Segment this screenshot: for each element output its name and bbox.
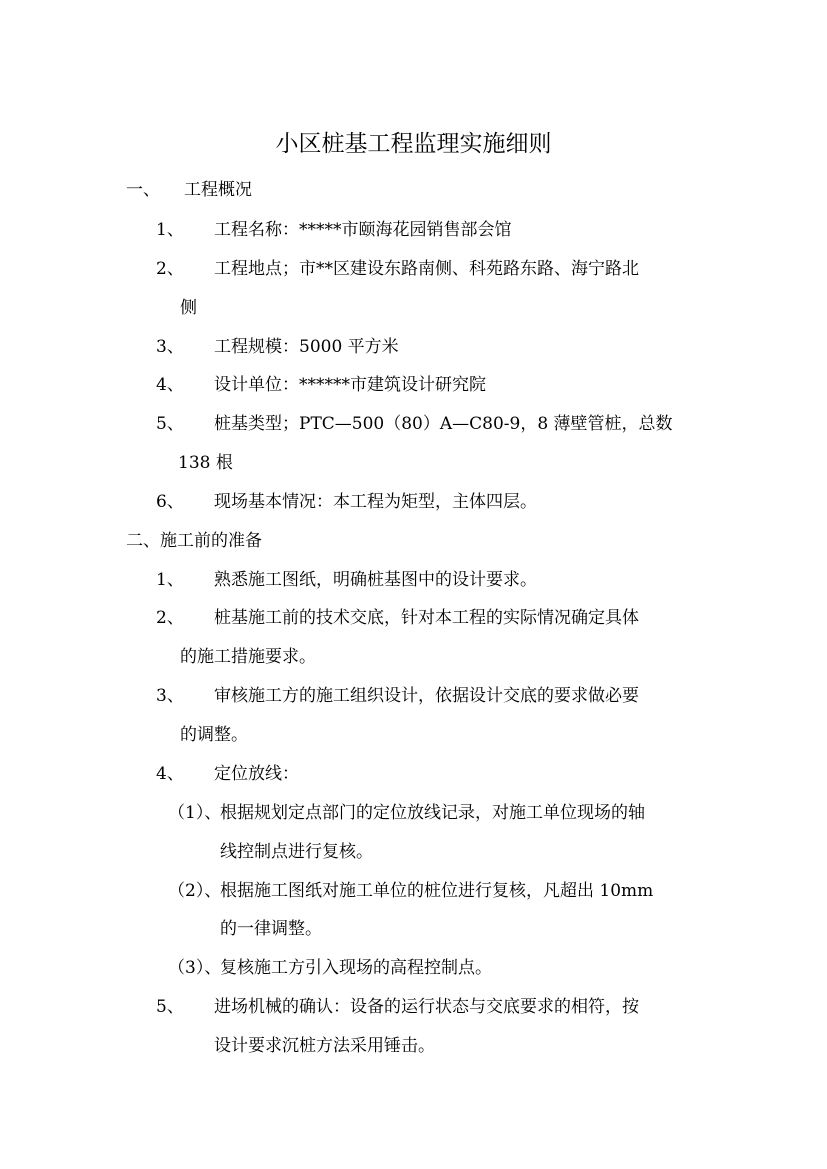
item-text: 工程地点；市**区建设东路南侧、科苑路东路、海宁路北 bbox=[214, 259, 639, 279]
item-number: 1、 bbox=[156, 570, 184, 590]
item-text: 工程名称：*****市颐海花园销售部会馆 bbox=[214, 220, 512, 240]
item-number: 4、 bbox=[156, 375, 184, 395]
item-text: 桩基类型；PTC—500（80）A—C80-9，8 薄壁管桩，总数 bbox=[214, 414, 673, 434]
subitem-text: 根据施工图纸对施工单位的桩位进行复核，凡超出 10mm bbox=[220, 881, 654, 901]
section-title: 工程概况 bbox=[184, 180, 252, 200]
item-text: 审核施工方的施工组织设计，依据设计交底的要求做必要 bbox=[214, 686, 639, 706]
subitem-number: （2）、 bbox=[168, 881, 222, 901]
item-text: 设计单位：******市建筑设计研究院 bbox=[214, 375, 486, 395]
subitem-text: 复核施工方引入现场的高程控制点。 bbox=[220, 958, 492, 978]
item-number: 5、 bbox=[156, 414, 184, 434]
item-number: 6、 bbox=[156, 492, 184, 512]
item-text: 工程规模：5000 平方米 bbox=[214, 337, 399, 357]
item-text: 定位放线： bbox=[214, 764, 299, 784]
item-number: 3、 bbox=[156, 337, 184, 357]
item-text-continuation: 138 根 bbox=[178, 453, 233, 473]
subitem-number: （1）、 bbox=[168, 803, 222, 823]
item-number: 2、 bbox=[156, 259, 184, 279]
item-number: 4、 bbox=[156, 764, 184, 784]
item-text-continuation: 设计要求沉桩方法采用锤击。 bbox=[214, 1036, 435, 1056]
item-number: 5、 bbox=[156, 997, 184, 1017]
item-text-continuation: 的施工措施要求。 bbox=[180, 647, 316, 667]
item-text-continuation: 侧 bbox=[180, 298, 197, 318]
subitem-text: 根据规划定点部门的定位放线记录，对施工单位现场的轴 bbox=[220, 803, 645, 823]
item-text: 桩基施工前的技术交底，针对本工程的实际情况确定具体 bbox=[214, 608, 639, 628]
item-number: 3、 bbox=[156, 686, 184, 706]
section-number: 一、 bbox=[126, 180, 160, 200]
item-text-continuation: 的调整。 bbox=[180, 725, 248, 745]
item-text: 现场基本情况：本工程为矩型，主体四层。 bbox=[214, 492, 537, 512]
section-heading: 二、施工前的准备 bbox=[126, 531, 262, 551]
subitem-number: （3）、 bbox=[168, 958, 222, 978]
item-number: 2、 bbox=[156, 608, 184, 628]
item-number: 1、 bbox=[156, 220, 184, 240]
subitem-text-continuation: 线控制点进行复核。 bbox=[220, 842, 373, 862]
item-text: 熟悉施工图纸，明确桩基图中的设计要求。 bbox=[214, 570, 537, 590]
subitem-text-continuation: 的一律调整。 bbox=[220, 919, 322, 939]
document-title: 小区桩基工程监理实施细则 bbox=[275, 131, 552, 157]
item-text: 进场机械的确认：设备的运行状态与交底要求的相符，按 bbox=[214, 997, 639, 1017]
